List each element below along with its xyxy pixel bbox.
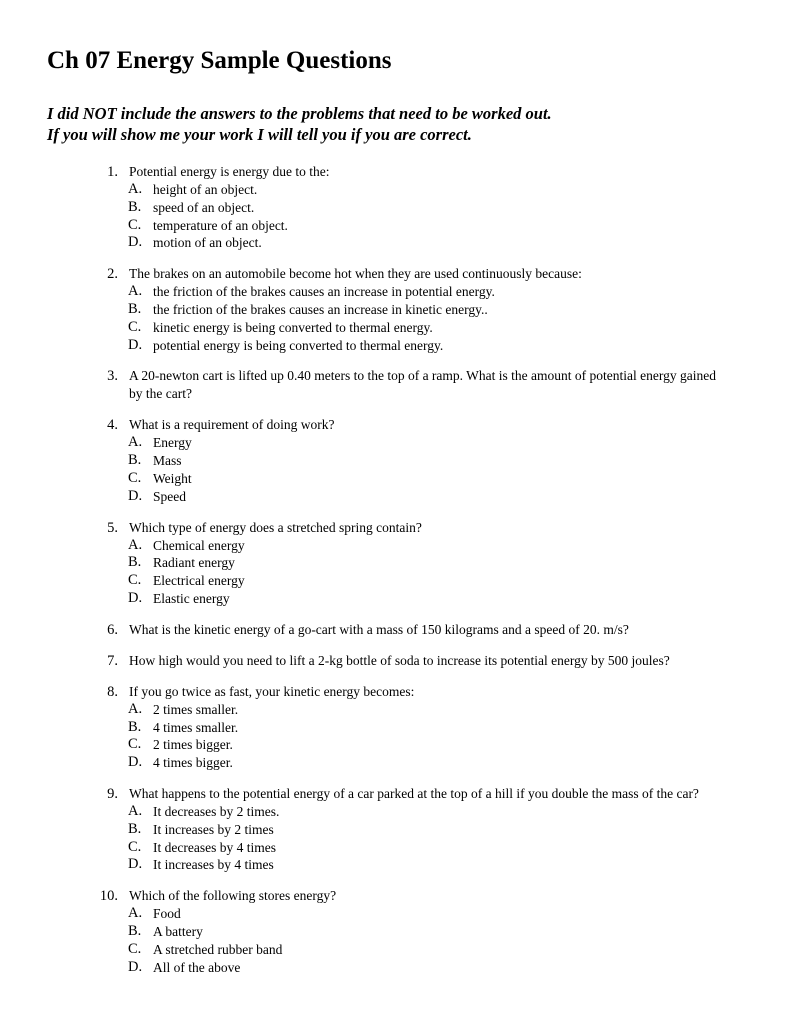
answer-option bbox=[0, 452, 791, 470]
option-letter: C. bbox=[128, 838, 142, 855]
answer-option bbox=[0, 821, 791, 839]
option-letter: A. bbox=[128, 700, 143, 717]
question-text: A 20-newton cart is lifted up 0.40 meters to the top of a ramp. What is the amount of potential energy gained by the cart? bbox=[129, 368, 716, 402]
answer-option bbox=[0, 590, 791, 608]
page-title: Ch 07 Energy Sample Questions bbox=[47, 47, 392, 74]
question-text: What is the kinetic energy of a go-cart with a mass of 150 kilograms and a speed of 20. m/s? bbox=[129, 621, 629, 637]
answer-option bbox=[0, 217, 791, 235]
option-letter: C. bbox=[128, 318, 142, 335]
question-number: 2. bbox=[107, 266, 118, 283]
option-letter: B. bbox=[128, 820, 142, 837]
question-text: What happens to the potential energy of a car parked at the top of a hill if you double the mass of the car? bbox=[129, 785, 699, 801]
option-text: Radiant energy bbox=[153, 555, 235, 571]
option-text: Mass bbox=[153, 453, 182, 469]
option-letter: B. bbox=[128, 718, 142, 735]
question-list bbox=[0, 163, 791, 989]
answer-option bbox=[0, 470, 791, 488]
option-letter: C. bbox=[128, 572, 142, 589]
option-text: It decreases by 2 times. bbox=[153, 803, 280, 819]
answer-option bbox=[0, 736, 791, 754]
option-text: It decreases by 4 times bbox=[153, 839, 276, 855]
option-text: A battery bbox=[153, 923, 203, 939]
option-letter: B. bbox=[128, 198, 142, 215]
option-letter: A. bbox=[128, 434, 143, 451]
question-text: Which of the following stores energy? bbox=[129, 888, 337, 904]
question-item bbox=[0, 163, 791, 252]
option-letter: B. bbox=[128, 300, 142, 317]
question-number: 3. bbox=[107, 368, 118, 385]
option-letter: D. bbox=[128, 754, 143, 771]
answer-option bbox=[0, 337, 791, 355]
option-letter: D. bbox=[128, 589, 143, 606]
question-text: The brakes on an automobile become hot when they are used continuously because: bbox=[129, 266, 582, 282]
option-letter: C. bbox=[128, 940, 142, 957]
option-letter: B. bbox=[128, 452, 142, 469]
option-text: motion of an object. bbox=[153, 235, 262, 251]
question-number: 7. bbox=[107, 652, 118, 669]
question-number: 10. bbox=[99, 888, 118, 905]
answer-options bbox=[0, 701, 791, 772]
option-text: Food bbox=[153, 906, 181, 922]
option-text: temperature of an object. bbox=[153, 217, 288, 233]
question-text: Potential energy is energy due to the: bbox=[129, 164, 330, 179]
option-text: A stretched rubber band bbox=[153, 941, 283, 957]
option-text: It increases by 4 times bbox=[153, 857, 274, 873]
option-text: Speed bbox=[153, 488, 186, 504]
option-text: Energy bbox=[153, 435, 192, 451]
option-letter: D. bbox=[128, 487, 143, 504]
option-letter: A. bbox=[128, 905, 143, 922]
question-item bbox=[0, 652, 791, 670]
question-item bbox=[0, 416, 791, 505]
answer-option bbox=[0, 234, 791, 252]
option-text: Chemical energy bbox=[153, 537, 245, 553]
question-item bbox=[0, 887, 791, 976]
question-number: 4. bbox=[107, 417, 118, 434]
option-letter: C. bbox=[128, 216, 142, 233]
answer-option bbox=[0, 319, 791, 337]
option-letter: A. bbox=[128, 181, 143, 197]
intro-line-1: I did NOT include the answers to the problems that need to be worked out. bbox=[47, 104, 552, 123]
answer-option bbox=[0, 572, 791, 590]
answer-options bbox=[0, 537, 791, 608]
answer-option bbox=[0, 283, 791, 301]
answer-option bbox=[0, 301, 791, 319]
answer-option bbox=[0, 754, 791, 772]
option-text: 4 times bigger. bbox=[153, 755, 233, 771]
question-text: Which type of energy does a stretched spring contain? bbox=[129, 519, 422, 535]
option-letter: B. bbox=[128, 922, 142, 939]
option-text: speed of an object. bbox=[153, 199, 255, 215]
option-letter: A. bbox=[128, 283, 143, 300]
intro-line-2: If you will show me your work I will tell you if you are correct. bbox=[47, 125, 472, 144]
answer-option bbox=[0, 554, 791, 572]
question-number: 1. bbox=[107, 164, 118, 180]
question-text: If you go twice as fast, your kinetic energy becomes: bbox=[129, 683, 415, 699]
option-letter: A. bbox=[128, 802, 143, 819]
option-text: kinetic energy is being converted to thermal energy. bbox=[153, 319, 433, 335]
question-text: How high would you need to lift a 2-kg bottle of soda to increase its potential energy by 500 joules? bbox=[129, 652, 670, 668]
option-letter: D. bbox=[128, 234, 143, 251]
answer-options bbox=[0, 803, 791, 874]
answer-option bbox=[0, 181, 791, 199]
answer-option bbox=[0, 959, 791, 977]
option-text: 2 times bigger. bbox=[153, 737, 233, 753]
option-letter: D. bbox=[128, 856, 143, 873]
option-letter: A. bbox=[128, 536, 143, 553]
question-item bbox=[0, 265, 791, 354]
question-number: 5. bbox=[107, 519, 118, 536]
answer-options bbox=[0, 434, 791, 505]
answer-option bbox=[0, 905, 791, 923]
option-text: potential energy is being converted to thermal energy. bbox=[153, 337, 444, 353]
answer-option bbox=[0, 839, 791, 857]
question-number: 8. bbox=[107, 683, 118, 700]
answer-option bbox=[0, 803, 791, 821]
question-item bbox=[0, 519, 791, 608]
question-item bbox=[0, 683, 791, 772]
answer-option bbox=[0, 434, 791, 452]
answer-options bbox=[0, 181, 791, 252]
answer-option bbox=[0, 719, 791, 737]
answer-options bbox=[0, 905, 791, 976]
answer-option bbox=[0, 701, 791, 719]
answer-option bbox=[0, 488, 791, 506]
answer-option bbox=[0, 856, 791, 874]
question-text: What is a requirement of doing work? bbox=[129, 417, 335, 433]
question-item bbox=[0, 785, 791, 874]
option-text: It increases by 2 times bbox=[153, 821, 274, 837]
option-text: the friction of the brakes causes an increase in potential energy. bbox=[153, 284, 495, 300]
question-item bbox=[0, 367, 791, 403]
answer-option bbox=[0, 199, 791, 217]
answer-options bbox=[0, 283, 791, 354]
question-number: 9. bbox=[107, 785, 118, 802]
option-text: 2 times smaller. bbox=[153, 701, 239, 717]
answer-option bbox=[0, 941, 791, 959]
answer-option bbox=[0, 537, 791, 555]
option-letter: D. bbox=[128, 958, 143, 975]
option-letter: C. bbox=[128, 469, 142, 486]
option-text: height of an object. bbox=[153, 182, 258, 197]
option-text: All of the above bbox=[153, 959, 241, 975]
answer-option bbox=[0, 923, 791, 941]
option-text: Electrical energy bbox=[153, 573, 245, 589]
option-letter: B. bbox=[128, 554, 142, 571]
option-text: Weight bbox=[153, 470, 192, 486]
option-letter: D. bbox=[128, 336, 143, 353]
option-text: Elastic energy bbox=[153, 590, 230, 606]
option-text: the friction of the brakes causes an increase in kinetic energy.. bbox=[153, 301, 488, 317]
option-letter: C. bbox=[128, 736, 142, 753]
option-text: 4 times smaller. bbox=[153, 719, 239, 735]
intro-note bbox=[47, 103, 552, 145]
question-item bbox=[0, 621, 791, 639]
question-number: 6. bbox=[107, 621, 118, 638]
